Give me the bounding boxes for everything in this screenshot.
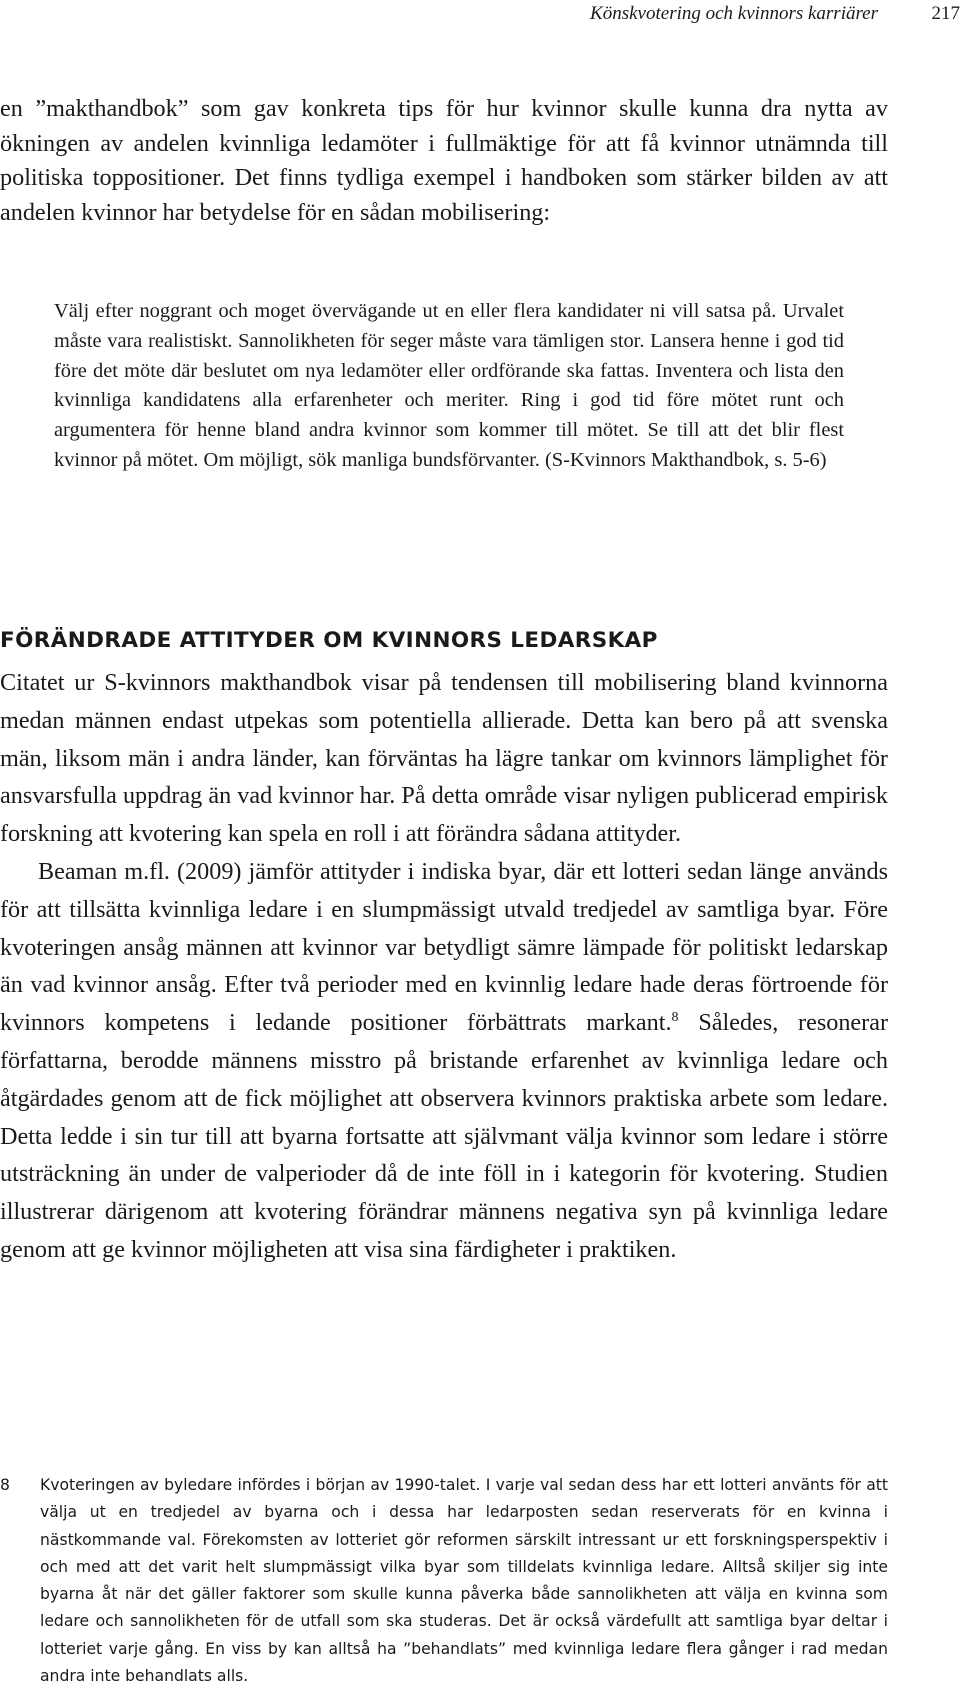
block-quote: Välj efter noggrant och moget övervägande ut en eller flera kandidater ni vill satsa på. Urvalet måste vara realistiskt. Sannolikheten för seger måste vara tämligen stor. Lansera henne i god tid före det möte där beslutet om nya ledamöter eller ordförande ska fattas. Inventera och lista den kvinnliga kandidatens alla erfarenheter och meriter. Ring i god tid före mötet runt och argumentera för henne bland andra kvinnor som kommer till mötet. Se till att det blir flest kvinnor på mötet. Om möjligt, sök manliga bundsförvanter. (S-Kvinnors Makthandbok, s. 5-6) xyxy=(54,297,844,476)
footnote-number: 8 xyxy=(0,1472,10,1499)
footnote-text: Kvoteringen av byledare infördes i början av 1990-talet. I varje val sedan dess har ett lotteri använts för att välja ut en tredjedel av byarna och i dessa har ledarposten sedan reserverats för en kvinna i nästkommande val. Förekomsten av lotteriet gör reformen särskilt intressant ur ett forskningsperspektiv i och med att det varit helt slumpmässigt vilka byar som tilldelats kvinnliga ledare. Alltså skiljer sig inte byarna åt när det gäller faktorer som skulle kunna påverka både sannolikheten att välja en kvinna som ledare och sannolikheten för de utfall som ska studeras. Det är också värdefullt att samtliga byar deltar i lotteriet varje gång. En viss by kan alltså ha ”behandlats” med kvinnliga ledare flera gånger i rad medan andra inte behandlats alls. xyxy=(40,1472,888,1690)
footnote-reference[interactable]: 8 xyxy=(672,1010,679,1025)
body-paragraph-2 xyxy=(0,853,888,1269)
body-paragraph-2-part-2: Således, resonerar författarna, berodde männens misstro på bristande erfarenhet av kvinnliga ledare och åtgärdades genom att de fick möjlighet att observera kvinnors praktiska arbete som ledare. Detta ledde i sin tur till att byarna fortsatte att självmant välja kvinnor som ledare i större utsträckning än under de valperioder då de inte föll in i kategorin för kvotering. Studien illustrerar därigenom att kvotering förändrar männens negativa syn på kvinnliga ledare genom att ge kvinnor möjligheten att visa sina färdigheter i praktiken. xyxy=(0,1009,888,1263)
footnote xyxy=(0,1472,888,1690)
body-paragraph-2-part-1: Beaman m.fl. (2009) jämför attityder i indiska byar, där ett lotteri sedan länge används för att tillsätta kvinnliga ledare i en slumpmässigt utvald tredjedel av samtliga byar. Före kvoteringen ansåg männen att kvinnor var betydligt sämre lämpade för politiskt ledarskap än vad kvinnor ansåg. Efter två perioder med en kvinnlig ledare hade deras förtroende för kvinnors kompetens i ledande positioner förbättrats markant. xyxy=(0,858,888,1036)
page-number: 217 xyxy=(932,2,960,26)
running-title: Könskvotering och kvinnors karriärer xyxy=(590,2,878,26)
intro-paragraph: en ”makthandbok” som gav konkreta tips för hur kvinnor skulle kunna dra nytta av ökningen av andelen kvinnliga ledamöter i fullmäktige för att få kvinnor utnämnda till politiska toppositioner. Det finns tydliga exempel i handboken som stärker bilden av att andelen kvinnor har betydelse för en sådan mobilisering: xyxy=(0,92,888,230)
section-body xyxy=(0,664,888,1269)
section-heading: FÖRÄNDRADE ATTITYDER OM KVINNORS LEDARSKAP xyxy=(0,628,888,654)
body-paragraph-1: Citatet ur S-kvinnors makthandbok visar på tendensen till mobilisering bland kvinnorna medan männen endast utpekas som potentiella allierade. Detta kan bero på att svenska män, liksom män i andra länder, kan förväntas ha lägre tankar om kvinnors lämplighet för ansvarsfulla uppdrag än vad kvinnor har. På detta område visar nyligen publicerad empirisk forskning att kvotering kan spela en roll i att förändra sådana attityder. xyxy=(0,664,888,853)
